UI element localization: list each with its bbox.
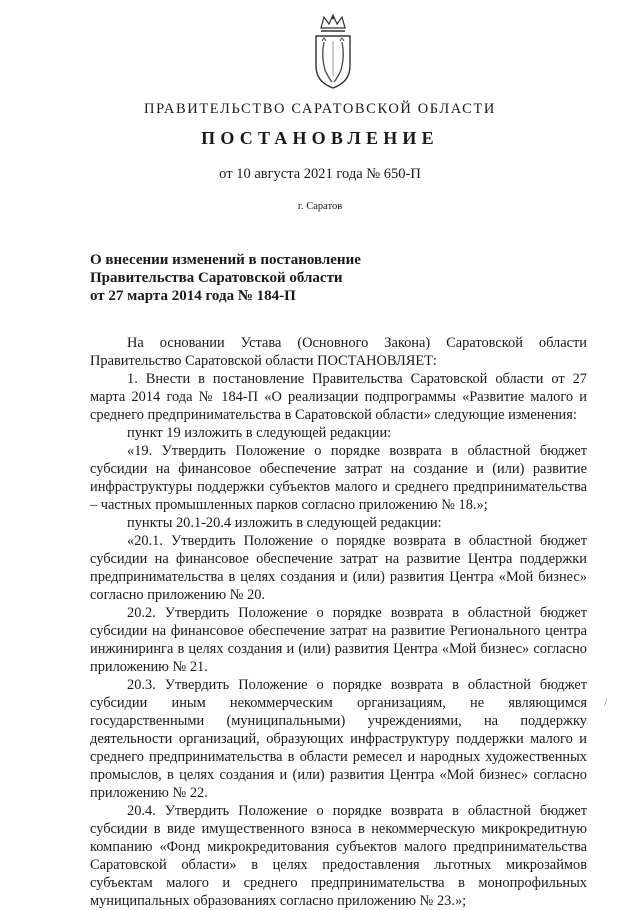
coat-of-arms-icon — [312, 14, 354, 90]
body-paragraph: 20.4. Утвердить Положение о порядке возврата в областной бюджет субсидии в виде имущественного взноса в некоммерческую микрокредитную компанию «Фонд микрокредитования субъектов малого предпринимательства Саратовской области» в целях предоставления льготных микрозаймов субъектам малого и среднего предпринимательства в монопрофильных муниципальных образованиях согласно приложению № 23.»; — [90, 803, 587, 909]
document-city: г. Саратов — [297, 201, 343, 212]
organization-name: ПРАВИТЕЛЬСТВО САРАТОВСКОЙ ОБЛАСТИ — [144, 101, 496, 117]
body-paragraph: 20.2. Утвердить Положение о порядке возврата в областной бюджет субсидии на финансовое обеспечение затрат на развитие Регионального центра инжиниринга в целях создания и (или) развития Центра «Мой бизнес» согласно приложению № 21. — [90, 605, 587, 675]
subject-line: от 27 марта 2014 года № 184-П — [90, 288, 296, 304]
body-paragraph: На основании Устава (Основного Закона) Саратовской области Правительство Саратовской области ПОСТАНОВЛЯЕТ: — [90, 335, 587, 369]
body-paragraph: пункт 19 изложить в следующей редакции: — [127, 425, 392, 441]
margin-mark: / — [604, 695, 608, 709]
body-paragraph: 1. Внести в постановление Правительства Саратовской области от 27 марта 2014 года № 184-П «О реализации подпрограммы «Развитие малого и среднего предпринимательства в Саратовской области» следующие изменения: — [90, 371, 587, 423]
document-date-number: от 10 августа 2021 года № 650-П — [219, 166, 421, 182]
body-paragraph: «20.1. Утвердить Положение о порядке возврата в областной бюджет субсидии на финансовое обеспечение затрат на развитие Центра поддержки предпринимательства в целях создания и (или) развития Центра «Мой бизнес» согласно приложению № 20. — [90, 533, 587, 603]
document-body — [90, 334, 587, 910]
body-paragraph: 20.3. Утвердить Положение о порядке возврата в областной бюджет субсидии иным некоммерческим организациям, не являющимся государственными (муниципальными) учреждениями, на поддержку деятельности организаций, образующих инфраструктуру поддержки малого и среднего предпринимательства в области ремесел и народных художественных промыслов, в целях создания и (или) развития Центра «Мой бизнес» согласно приложению № 22. — [90, 677, 587, 801]
subject-line: О внесении изменений в постановление — [90, 252, 361, 268]
body-paragraph: «19. Утвердить Положение о порядке возврата в областной бюджет субсидии на финансовое обеспечение затрат на создание и (или) развитие инфраструктуры поддержки субъектов малого и среднего предпринимательства – частных промышленных парков согласно приложению № 18.»; — [90, 443, 587, 513]
document-type: ПОСТАНОВЛЕНИЕ — [201, 128, 439, 148]
subject-line: Правительства Саратовской области — [90, 270, 343, 286]
document-subject — [90, 251, 361, 305]
body-paragraph: пункты 20.1-20.4 изложить в следующей редакции: — [127, 515, 442, 531]
